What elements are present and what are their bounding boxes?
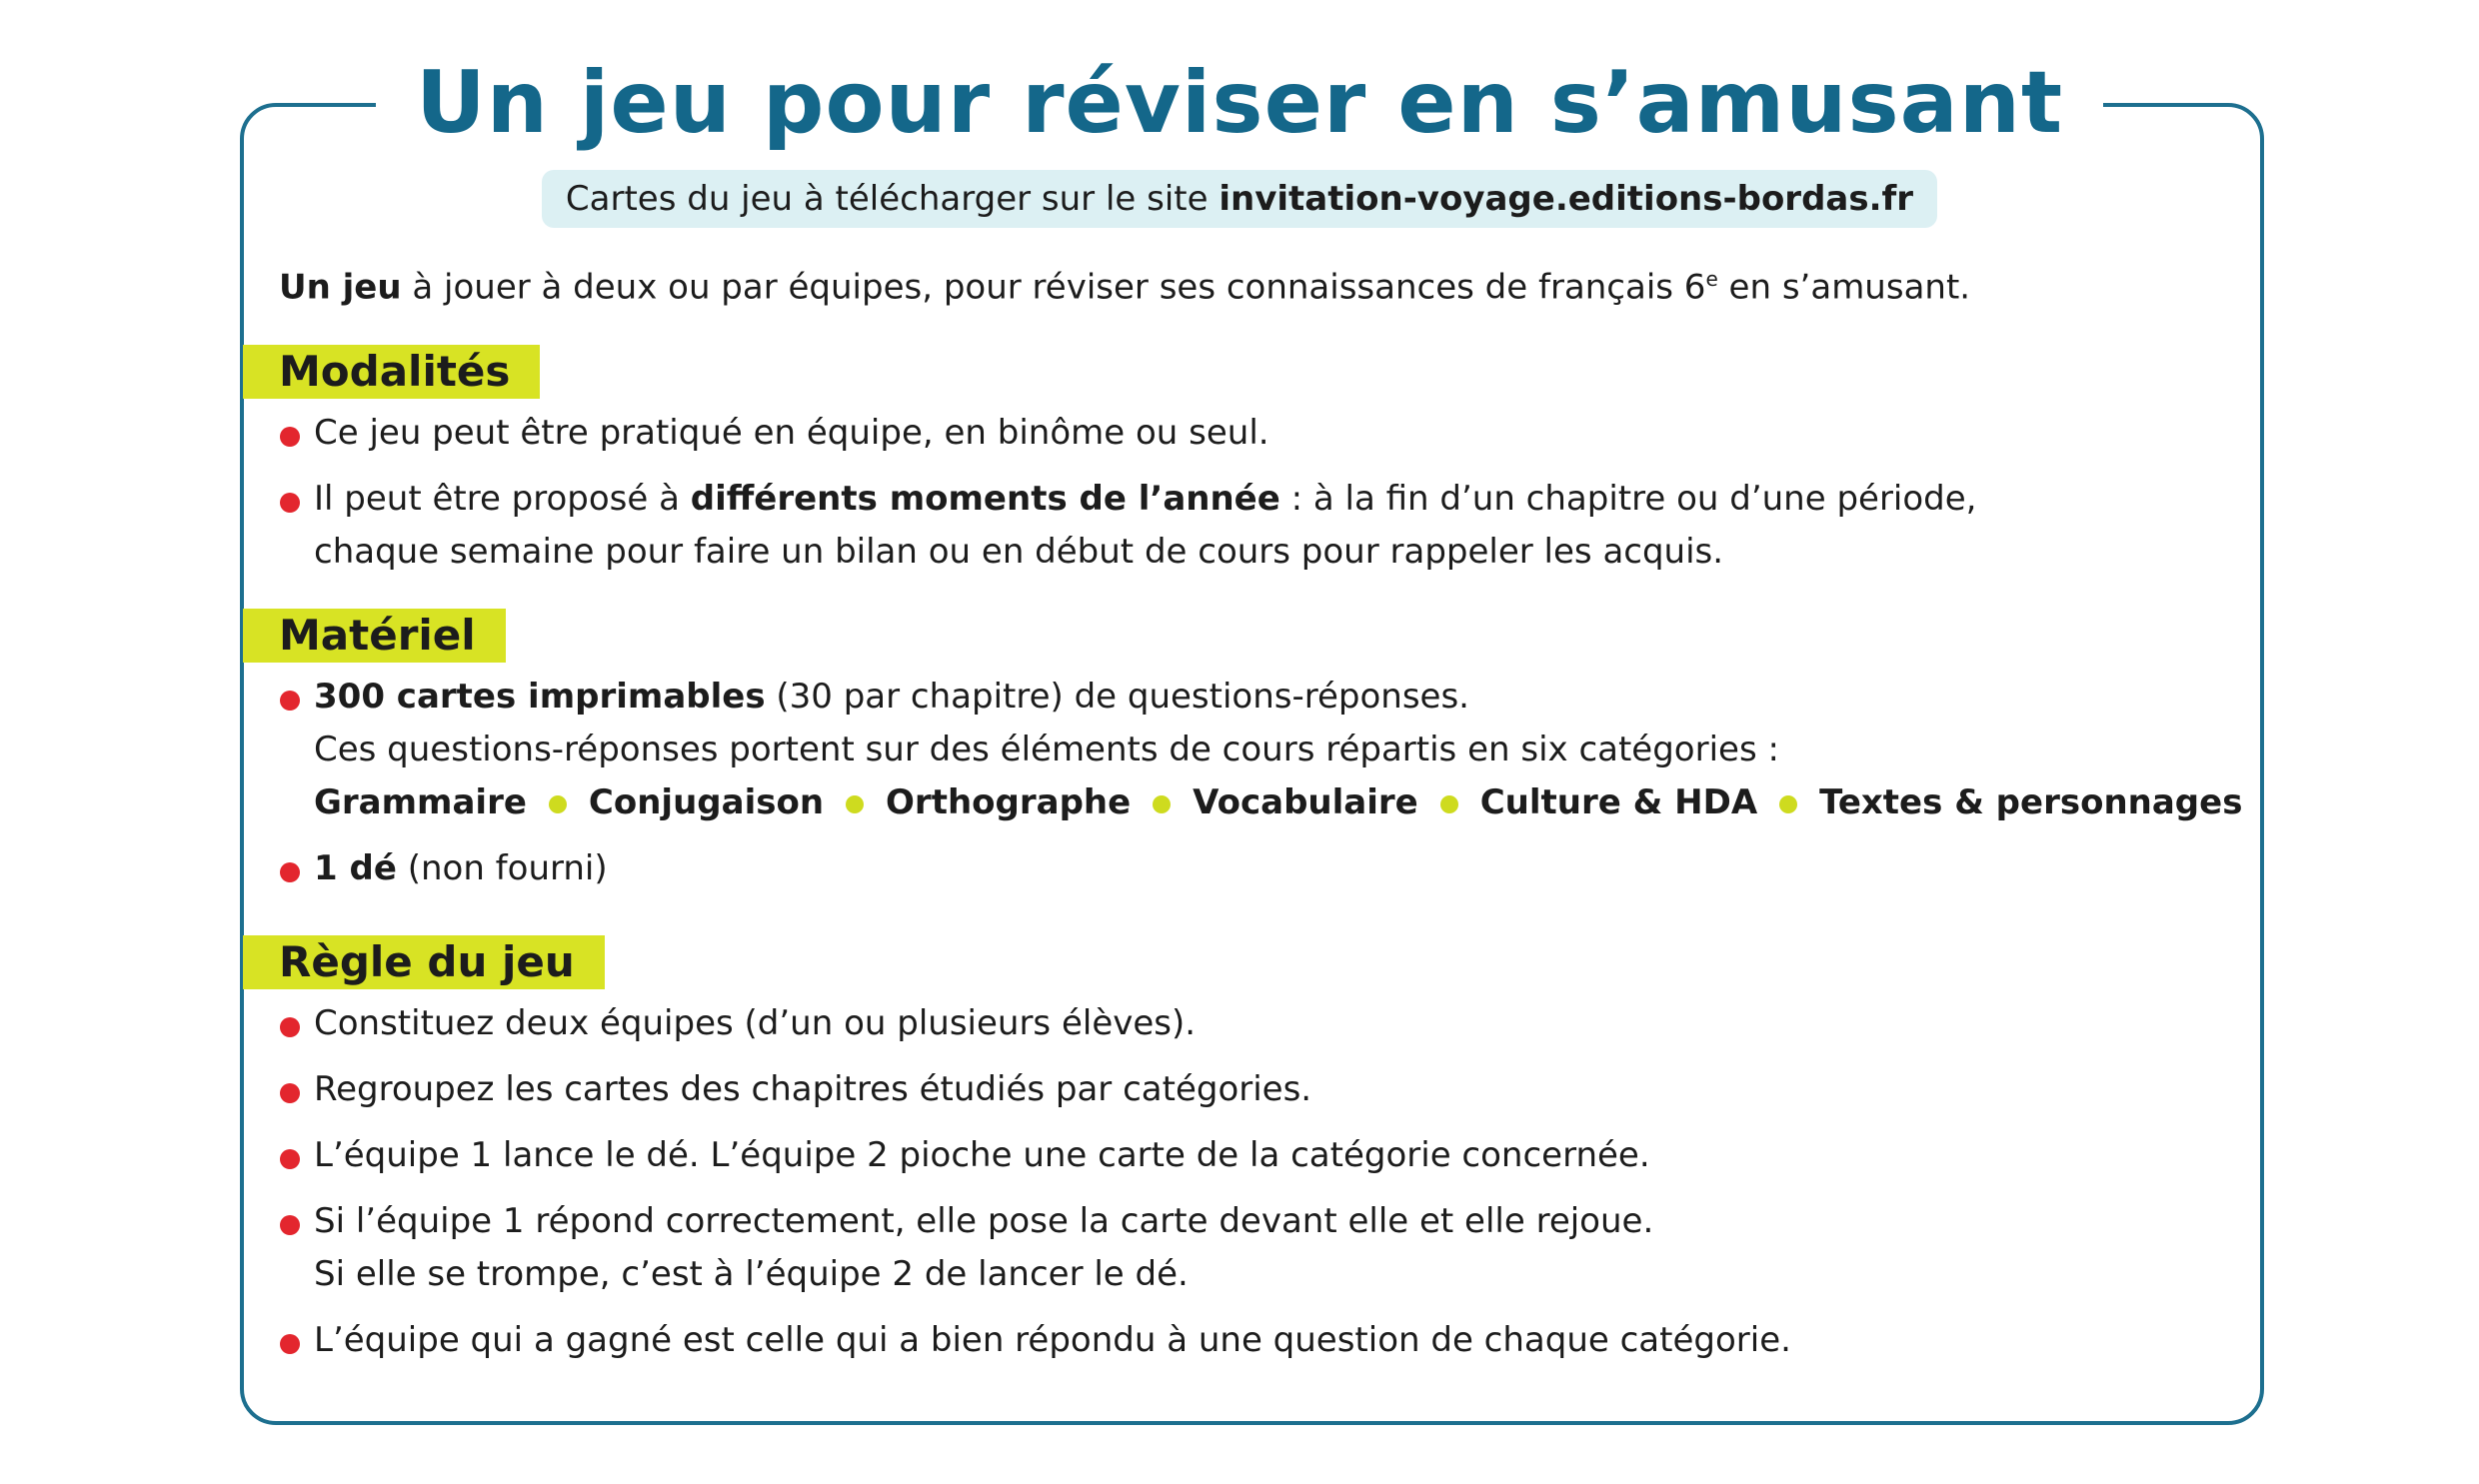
download-banner	[0, 170, 2479, 228]
item-text: Il peut être proposé à	[314, 479, 691, 520]
list-item	[243, 997, 2242, 1050]
list-item	[243, 473, 2242, 579]
item-bold: 300 cartes imprimables	[314, 677, 766, 718]
heading-materiel: Matériel	[243, 609, 506, 663]
intro-bold: Un jeu	[279, 267, 402, 308]
category-textes-personnages: Textes & personnages	[1819, 782, 2243, 823]
list-item	[243, 671, 2242, 829]
bullet-icon	[280, 1334, 300, 1354]
page-title: Un jeu pour réviser en s’amusant	[376, 48, 2103, 158]
main-content	[243, 253, 2242, 1367]
list-item	[243, 1195, 2242, 1301]
bullet-icon	[280, 493, 300, 513]
intro-text-end: en s’amusant.	[1717, 267, 1971, 308]
category-conjugaison: Conjugaison	[588, 782, 825, 823]
list-materiel	[243, 671, 2242, 895]
list-item	[243, 1063, 2242, 1116]
item-text: chaque semaine pour faire un bilan ou en début de cours pour rappeler les acquis.	[314, 532, 1724, 573]
bullet-icon	[280, 427, 300, 447]
category-dot-icon	[1153, 795, 1171, 813]
bullet-icon	[280, 862, 300, 882]
category-vocabulaire: Vocabulaire	[1193, 782, 1418, 823]
download-note	[542, 170, 1937, 228]
category-list	[314, 782, 2242, 822]
list-item	[243, 842, 2242, 895]
item-text: Si elle se trompe, c’est à l’équipe 2 de lancer le dé.	[314, 1254, 1189, 1295]
intro-sup: e	[1705, 267, 1718, 291]
bullet-icon	[280, 691, 300, 711]
category-orthographe: Orthographe	[886, 782, 1132, 823]
item-text: Si l’équipe 1 répond correctement, elle pose la carte devant elle et elle rejoue.	[314, 1201, 1654, 1242]
item-text: L’équipe qui a gagné est celle qui a bien répondu à une question de chaque catégorie.	[314, 1320, 1791, 1361]
download-site-link[interactable]: invitation-voyage.editions-bordas.fr	[1219, 179, 1914, 219]
category-culture-hda: Culture & HDA	[1479, 782, 1758, 823]
heading-modalites: Modalités	[243, 345, 540, 399]
item-text: (non fourni)	[396, 848, 608, 889]
item-bold: différents moments de l’année	[690, 479, 1280, 520]
item-text: : à la fin d’un chapitre ou d’une période,	[1279, 479, 1977, 520]
bullet-icon	[280, 1083, 300, 1103]
title-bar	[0, 48, 2479, 158]
category-dot-icon	[1779, 795, 1797, 813]
item-text: (30 par chapitre) de questions-réponses.	[765, 677, 1469, 718]
list-item	[243, 1314, 2242, 1367]
item-text: Constituez deux équipes (d’un ou plusieurs élèves).	[314, 1003, 1197, 1044]
item-text: L’équipe 1 lance le dé. L’équipe 2 pioche une carte de la catégorie concernée.	[314, 1135, 1650, 1176]
intro-text: à jouer à deux ou par équipes, pour réviser ses connaissances de français 6	[401, 267, 1706, 308]
list-modalites	[243, 407, 2242, 579]
list-item	[243, 407, 2242, 460]
category-dot-icon	[846, 795, 864, 813]
download-text: Cartes du jeu à télécharger sur le site	[565, 179, 1220, 219]
item-text: Ce jeu peut être pratiqué en équipe, en binôme ou seul.	[314, 413, 1269, 454]
category-grammaire: Grammaire	[314, 782, 527, 823]
item-text: Ces questions-réponses portent sur des éléments de cours répartis en six catégories :	[314, 730, 1779, 770]
bullet-icon	[280, 1017, 300, 1037]
category-dot-icon	[549, 795, 567, 813]
list-item	[243, 1129, 2242, 1182]
heading-regle: Règle du jeu	[243, 935, 605, 989]
bullet-icon	[280, 1149, 300, 1169]
intro-paragraph	[279, 253, 2242, 313]
item-bold: 1 dé	[314, 848, 397, 889]
bullet-icon	[280, 1215, 300, 1235]
category-dot-icon	[1440, 795, 1458, 813]
item-text: Regroupez les cartes des chapitres étudiés par catégories.	[314, 1069, 1312, 1110]
list-regle	[243, 997, 2242, 1367]
